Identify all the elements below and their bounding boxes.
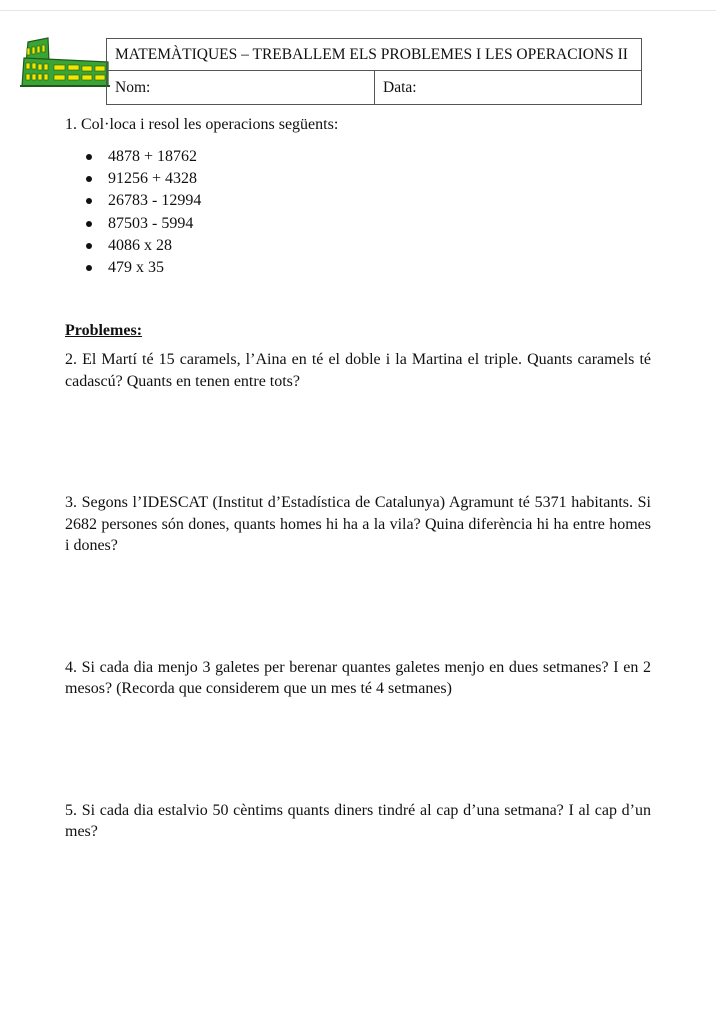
name-field[interactable]: Nom: bbox=[107, 71, 375, 105]
problem-4: 4. Si cada dia menjo 3 galetes per berenar quantes galetes menjo en dues setmanes? I en 2 mesos? (Recorda que considerem que un mes té 4 setmanes) bbox=[65, 658, 651, 698]
operation-text: 91256 + 4328 bbox=[108, 169, 198, 187]
bullet-icon bbox=[86, 221, 92, 227]
bullet-icon bbox=[86, 243, 92, 249]
list-item bbox=[65, 146, 651, 168]
list-item bbox=[65, 168, 651, 190]
operation-text: 479 x 35 bbox=[108, 259, 164, 277]
date-field[interactable]: Data: bbox=[375, 71, 642, 105]
bullet-icon bbox=[86, 198, 92, 204]
operation-text: 4086 x 28 bbox=[108, 237, 172, 255]
problem-3: 3. Segons l’IDESCAT (Institut d’Estadística de Catalunya) Agramunt té 5371 habitants. Si 2682 persones són dones, quants homes hi ha a la vila? Quina diferència hi ha entre homes i dones? bbox=[65, 494, 651, 555]
list-item bbox=[65, 235, 651, 257]
list-item bbox=[65, 257, 651, 279]
bullet-icon bbox=[86, 176, 92, 182]
problem-2: 2. El Martí té 15 caramels, l’Aina en té el doble i la Martina el triple. Quants caramels té cadascú? Quants en tenen entre tots? bbox=[65, 351, 651, 390]
problem-5: 5. Si cada dia estalvio 50 cèntims quants diners tindré al cap d’una setmana? I al cap d’un mes? bbox=[65, 801, 651, 841]
bullet-icon bbox=[86, 265, 92, 271]
worksheet-title: MATEMÀTIQUES – TREBALLEM ELS PROBLEMES I LES OPERACIONS II bbox=[107, 39, 642, 71]
page-top-divider bbox=[0, 10, 716, 11]
list-item bbox=[65, 213, 651, 235]
worksheet-content bbox=[65, 114, 651, 843]
bullet-icon bbox=[86, 154, 92, 160]
header-table bbox=[106, 38, 642, 105]
operations-list bbox=[65, 146, 651, 280]
operation-text: 4878 + 18762 bbox=[108, 147, 198, 165]
list-item bbox=[65, 190, 651, 212]
problems-heading: Problemes: bbox=[65, 321, 143, 339]
school-building-icon bbox=[18, 36, 110, 88]
exercise-1-prompt: 1. Col·loca i resol les operacions següents: bbox=[65, 116, 339, 133]
operation-text: 87503 - 5994 bbox=[108, 214, 194, 232]
operation-text: 26783 - 12994 bbox=[108, 192, 202, 210]
